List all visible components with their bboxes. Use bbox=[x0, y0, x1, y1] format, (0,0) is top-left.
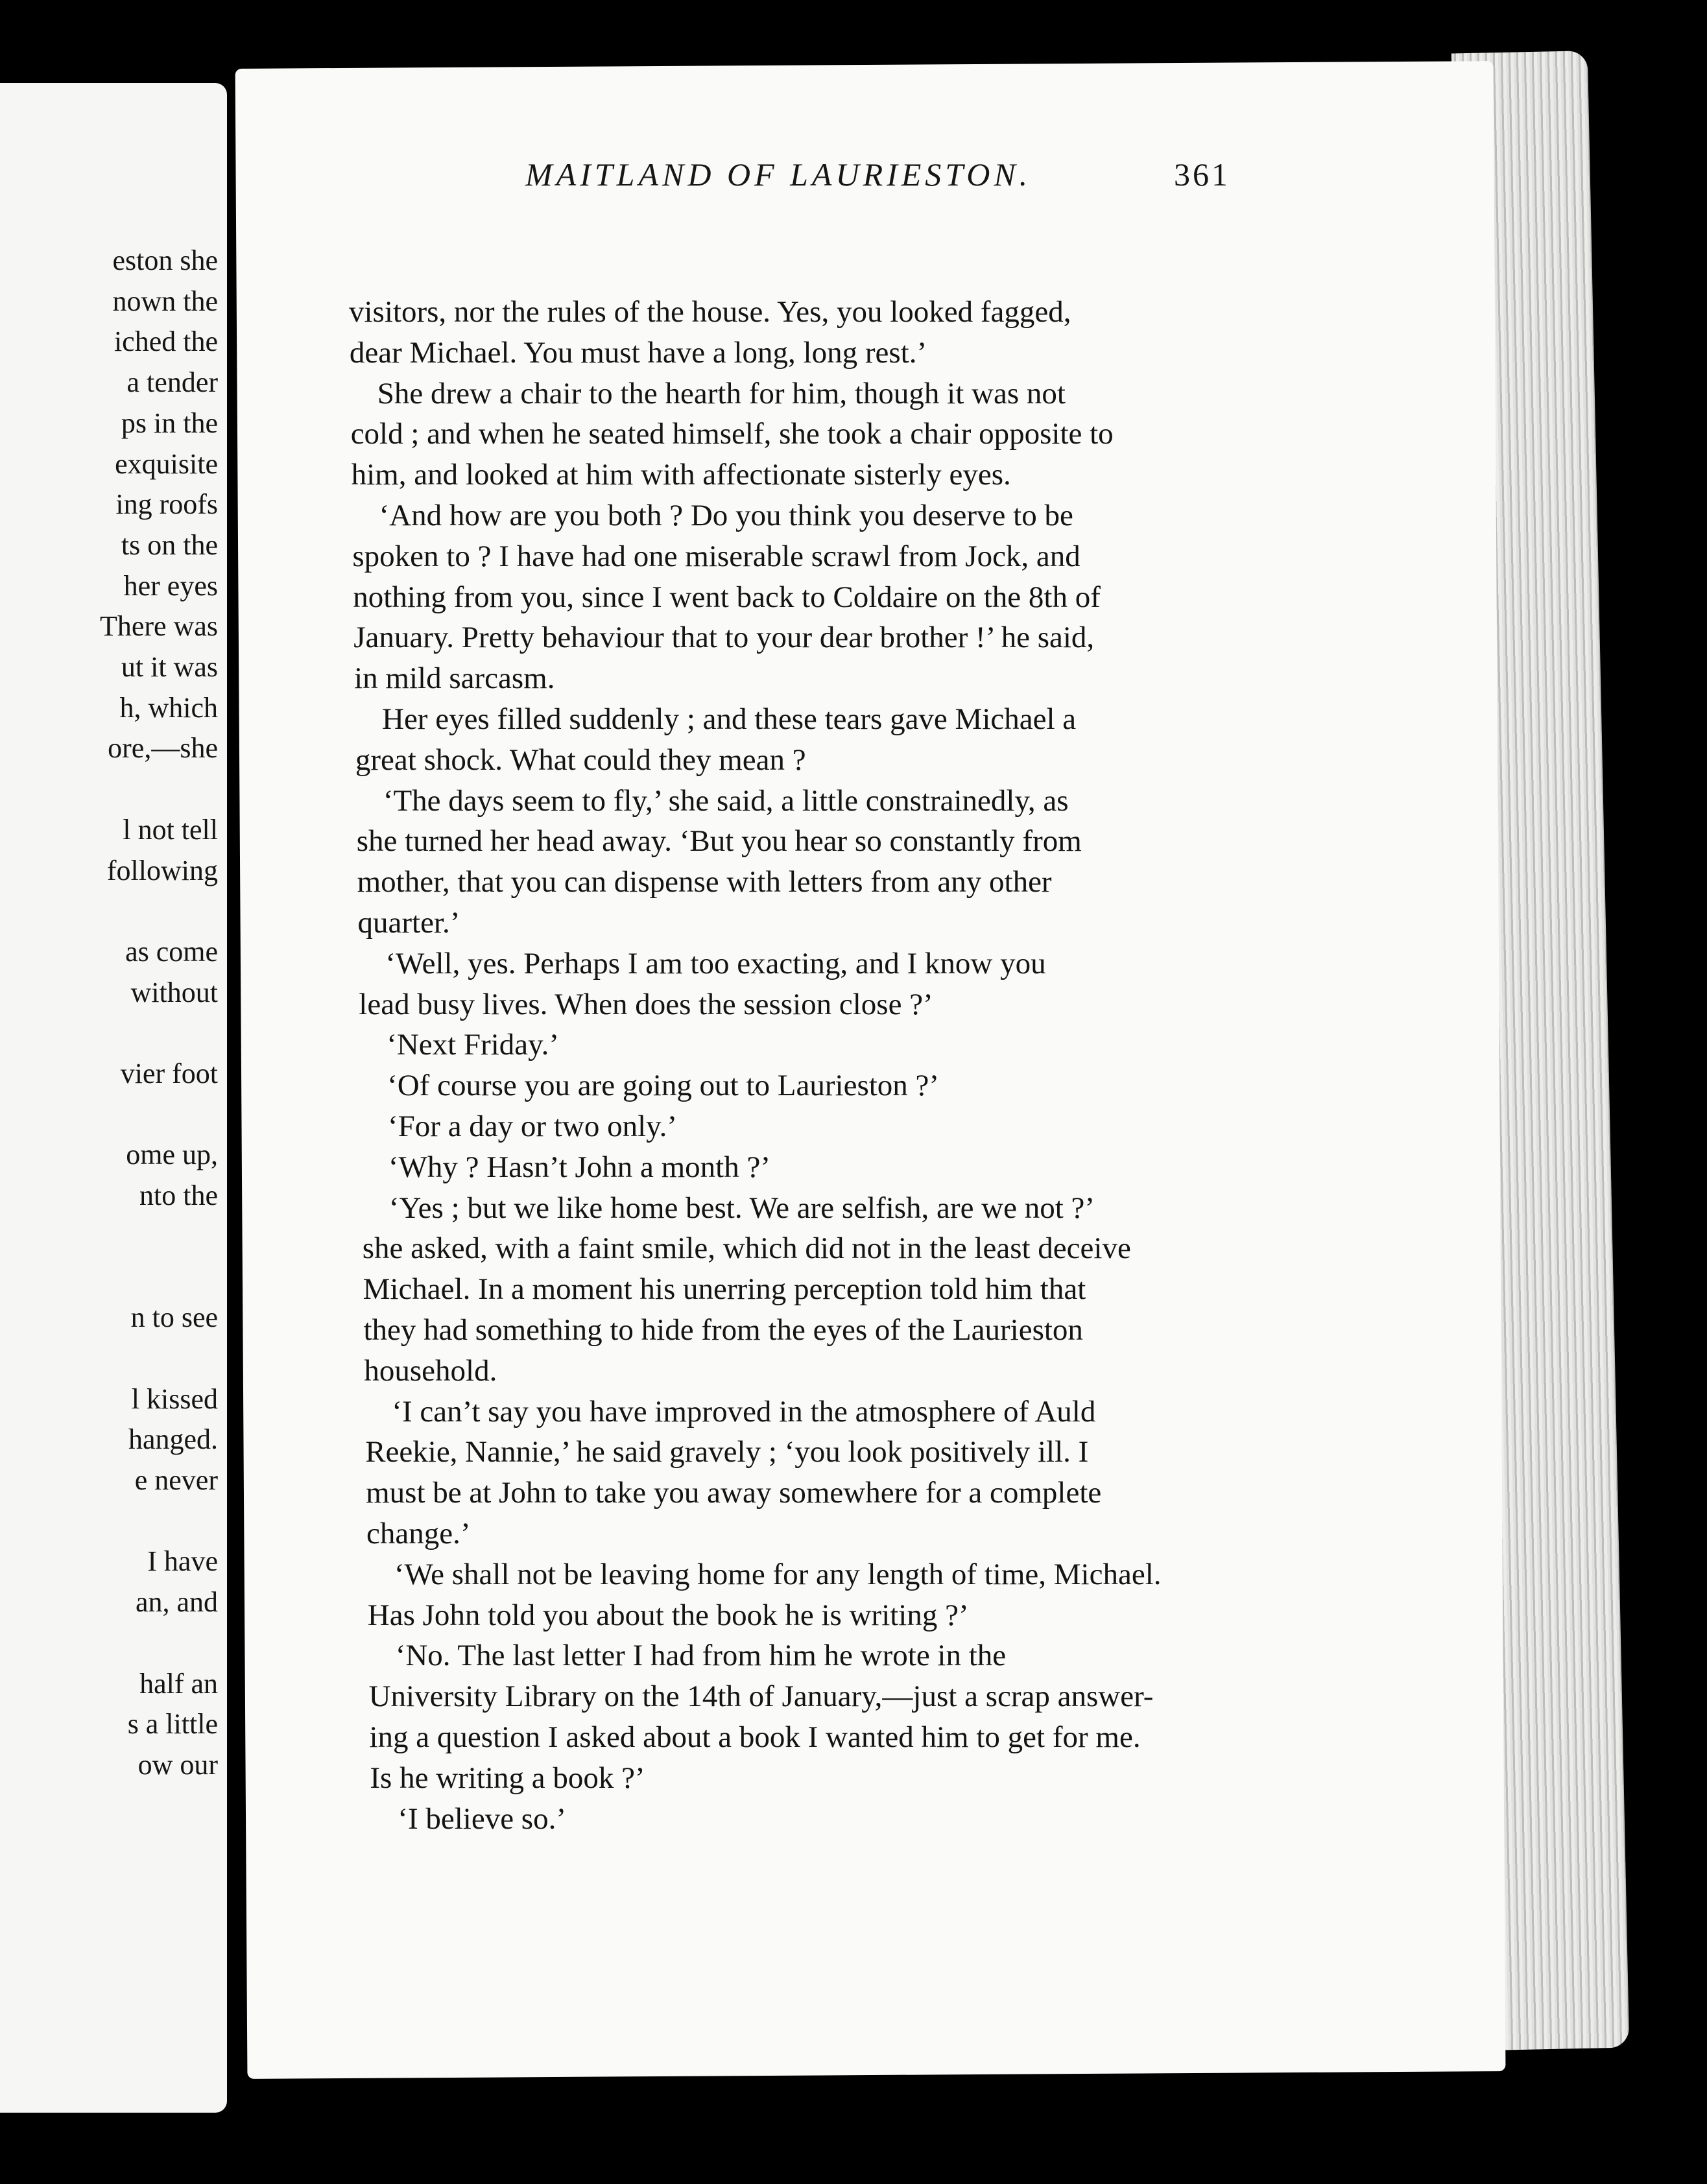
text-line: Has John told you about the book he is writing ?’ bbox=[367, 1598, 969, 1632]
text-line: ing a question I asked about a book I wanted him to get for me. bbox=[369, 1720, 1141, 1754]
text-line: she asked, with a faint smile, which did not in the least deceive bbox=[362, 1231, 1131, 1266]
text-line: ‘Well, yes. Perhaps I am too exacting, and I know you bbox=[385, 946, 1046, 980]
left-page-line: ow our bbox=[137, 1748, 218, 1781]
left-page-line: nto the bbox=[139, 1180, 218, 1212]
text-line: great shock. What could they mean ? bbox=[355, 742, 806, 777]
left-page-line: s a little bbox=[127, 1708, 218, 1740]
text-line: spoken to ? I have had one miserable scrawl from Jock, and bbox=[352, 539, 1080, 573]
text-line: ‘For a day or two only.’ bbox=[388, 1110, 677, 1143]
text-line: quarter.’ bbox=[357, 906, 460, 940]
text-line: in mild sarcasm. bbox=[354, 661, 555, 696]
text-line: University Library on the 14th of January,—just a scrap answer- bbox=[368, 1680, 1154, 1714]
left-page-line: an, and bbox=[135, 1586, 218, 1619]
left-page-line: nown the bbox=[112, 285, 218, 317]
text-line: lead busy lives. When does the session close ?’ bbox=[359, 987, 933, 1021]
left-page-line: her eyes bbox=[123, 569, 218, 602]
text-line: ‘No. The last letter I had from him he wrote in the bbox=[395, 1639, 1007, 1673]
text-line: him, and looked at him with affectionate sisterly eyes. bbox=[351, 458, 1011, 492]
left-page-line: without bbox=[130, 976, 218, 1008]
left-page-line: ore,—she bbox=[108, 732, 218, 765]
left-page-line: as come bbox=[125, 935, 218, 967]
text-line: ‘We shall not be leaving home for any length of time, Michael. bbox=[394, 1557, 1162, 1591]
left-page-line: I have bbox=[147, 1545, 218, 1578]
left-page bbox=[0, 83, 227, 2113]
running-header bbox=[285, 156, 1681, 208]
left-page-line: hanged. bbox=[128, 1423, 218, 1456]
text-line: she turned her head away. ‘But you hear so constantly from bbox=[356, 824, 1082, 859]
text-line: cold ; and when he seated himself, she took a chair opposite to bbox=[350, 417, 1114, 451]
running-title: MAITLAND OF LAURIESTON. bbox=[525, 156, 1032, 193]
left-page-line: h, which bbox=[119, 691, 218, 724]
text-line: household. bbox=[364, 1353, 497, 1388]
left-page-line: l kissed bbox=[131, 1383, 218, 1415]
left-page-line: n to see bbox=[130, 1301, 218, 1334]
left-page-line: ts on the bbox=[121, 528, 218, 561]
text-line: change.’ bbox=[366, 1517, 471, 1550]
text-line: ‘Why ? Hasn’t John a month ?’ bbox=[388, 1150, 770, 1184]
text-line: She drew a chair to the hearth for him, though it was not bbox=[377, 376, 1066, 410]
left-page-line: following bbox=[106, 854, 218, 886]
left-page-line: eston she bbox=[112, 244, 218, 276]
text-line: Her eyes filled suddenly ; and these tears gave Michael a bbox=[382, 702, 1077, 736]
left-page-line: ome up, bbox=[126, 1139, 218, 1171]
left-page-line: e never bbox=[134, 1464, 218, 1496]
text-line: dear Michael. You must have a long, long rest.’ bbox=[349, 335, 927, 370]
text-line: ‘I can’t say you have improved in the atmosphere of Auld bbox=[392, 1394, 1096, 1429]
left-page-line: ing roofs bbox=[115, 488, 218, 521]
text-line: ‘Yes ; but we like home best. We are selfish, are we not ?’ bbox=[388, 1191, 1095, 1225]
text-line: ‘The days seem to fly,’ she said, a little constrainedly, as bbox=[383, 783, 1069, 818]
left-page-line: iched the bbox=[113, 326, 218, 358]
text-line: must be at John to take you away somewhere for a complete bbox=[366, 1476, 1102, 1510]
left-page-line: ut it was bbox=[121, 651, 218, 683]
text-line: nothing from you, since I went back to Coldaire on the 8th of bbox=[353, 580, 1101, 614]
left-page-line: l not tell bbox=[123, 813, 218, 846]
left-page-line: There was bbox=[99, 610, 218, 643]
text-line: ‘I believe so.’ bbox=[398, 1801, 566, 1836]
text-line: Michael. In a moment his unerring perception told him that bbox=[363, 1272, 1086, 1307]
left-page-line: vier foot bbox=[120, 1058, 218, 1089]
text-line: mother, that you can dispense with letters from any other bbox=[357, 865, 1052, 899]
text-line: January. Pretty behaviour that to your dear brother !’ he said, bbox=[353, 621, 1095, 655]
text-line: ‘Next Friday.’ bbox=[387, 1028, 560, 1062]
text-line: ‘Of course you are going out to Laurieston ?’ bbox=[387, 1069, 940, 1103]
text-line: ‘And how are you both ? Do you think you deserve to be bbox=[379, 499, 1073, 532]
text-line: they had something to hide from the eyes of the Laurieston bbox=[363, 1313, 1083, 1347]
left-page-line: half an bbox=[139, 1667, 218, 1700]
text-line: visitors, nor the rules of the house. Yes, you looked fagged, bbox=[349, 295, 1071, 329]
page-number: 361 bbox=[1174, 156, 1230, 193]
left-page-line: exquisite bbox=[115, 447, 218, 480]
left-page-line: a tender bbox=[126, 366, 218, 399]
text-line: Reekie, Nannie,’ he said gravely ; ‘you look positively ill. I bbox=[365, 1435, 1089, 1469]
left-page-line: ps in the bbox=[121, 407, 218, 439]
text-line: Is he writing a book ?’ bbox=[370, 1761, 645, 1795]
